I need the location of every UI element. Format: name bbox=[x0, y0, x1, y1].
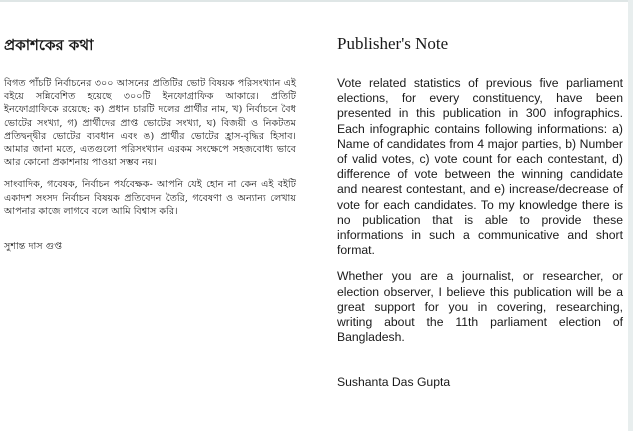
english-paragraph-1: Vote related statistics of previous five parliament elections, for every constituency, have been presented in this publication in 300 infographics. Each infographic contains following informations: a) Name of candidates from 4 major parties, b) Number of valid votes, c) vote count for each contestant, d) difference of vote between the winning candidate and nearest contestant, and e) increase/decrease of vote for each candidates. To my knowledge there is no publication that is able to provide these informations in such a communicative and short format. bbox=[337, 76, 623, 258]
english-column bbox=[337, 34, 623, 389]
bengali-paragraph-2: সাংবাদিক, গবেষক, নির্বাচন পর্যবেক্ষক- আপনি যেই হোন না কেন এই বইটি একাদশ সংসদ নির্বাচন বিষয়ক প্রতিবেদন তৈরি, গবেষণা ও অন্যান্য লেখায় আপনার কাজে লাগবে বলে আমি বিশ্বাস করি। bbox=[4, 179, 296, 217]
top-border bbox=[0, 0, 633, 2]
bengali-title: প্রকাশকের কথা bbox=[4, 36, 94, 54]
english-paragraph-2: Whether you are a journalist, or researcher, or election observer, I believe this publication will be a great support for you in covering, researching, writing about the 11th parliament election of Bangladesh. bbox=[337, 269, 623, 345]
right-edge bbox=[628, 0, 633, 431]
english-title: Publisher's Note bbox=[337, 34, 449, 53]
bengali-signature: সুশান্ত দাস গুপ্ত bbox=[4, 241, 63, 253]
bengali-column bbox=[4, 34, 296, 255]
english-signature: Sushanta Das Gupta bbox=[337, 375, 451, 390]
bengali-paragraph-1: বিগত পাঁচটি নির্বাচনের ৩০০ আসনের প্রতিটির ভোট বিষয়ক পরিসংখ্যান এই বইয়ে সন্নিবেশিত হয়েছে ৩০০টি ইনফোগ্রাফিক আকারে। প্রতিটি ইনফোগ্রাফিকে রয়েছে: ক) প্রধান চারটি দলের প্রার্থীর নাম, খ) নির্বাচনে বৈধ ভোটের সংখ্যা, গ) প্রার্থীদের প্রাপ্ত ভোটের সংখ্যা, ঘ) বিজয়ী ও নিকটতম প্রতিদ্বন্দ্বীর ভোটের ব্যবধান এবং ঙ) প্রার্থীর ভোটের হ্রাস-বৃদ্ধির হিসাব। আমার জানা মতে, এতগুলো পরিসংখ্যান এরকম সংক্ষেপে সহজবোধ্য ভাবে আর কোনো প্রকাশনায় পাওয়া সম্ভব নয়। bbox=[4, 78, 296, 169]
